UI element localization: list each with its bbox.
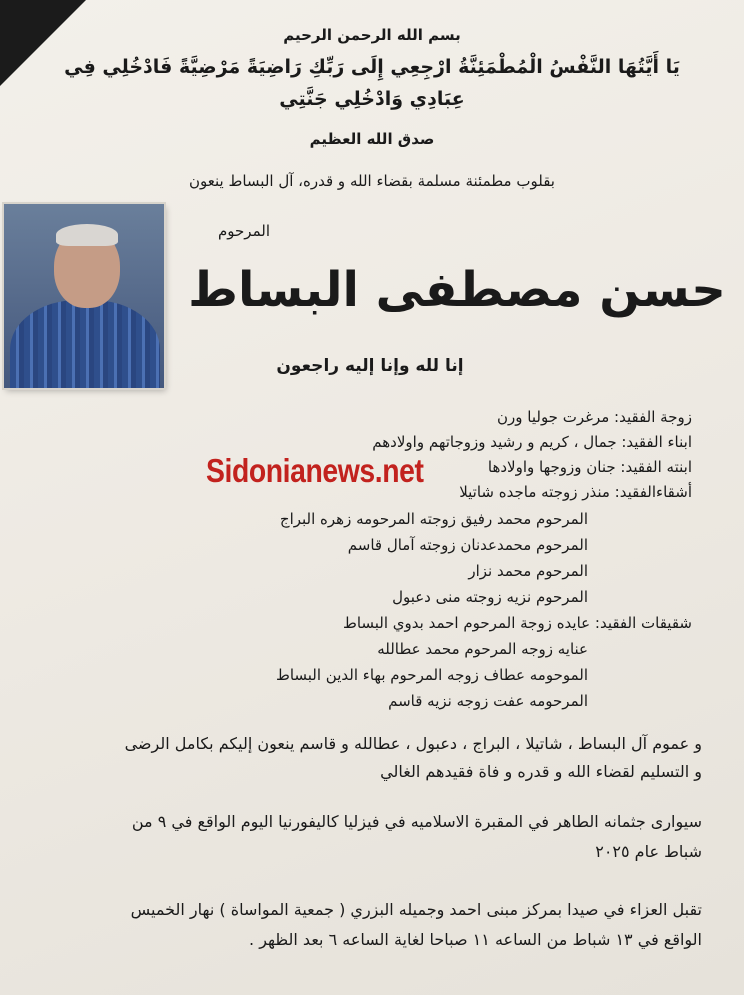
burial-line-2: شباط عام ٢٠٢٥ xyxy=(595,842,702,861)
basmala: بسم الله الرحمن الرحيم xyxy=(283,26,461,44)
watermark: Sidonianews.net xyxy=(206,452,424,489)
wife-line: زوجة الفقيد: مرغرت جوليا ورن xyxy=(497,408,692,426)
brother-line: المرحوم محمد رفيق زوجته المرحومه زهره البراج xyxy=(279,510,588,528)
brothers-label-line: أشقاءالفقيد: منذر زوجته ماجده شاتيلا xyxy=(459,483,692,501)
relatives-line-1: و عموم آل البساط ، شاتيلا ، البراج ، دعبول ، عطالله و قاسم ينعون إليكم بكامل الرضى xyxy=(124,734,702,753)
brother-line: المرحوم نزيه زوجته منى دعبول xyxy=(392,588,588,606)
brother-line: المرحوم محمد نزار xyxy=(468,562,588,580)
brother-line: المرحوم محمدعدنان زوجته آمال قاسم xyxy=(347,536,588,554)
burial-line-1: سيوارى جثمانه الطاهر في المقبرة الاسلاميه في فيزليا كاليفورنيا اليوم الواقع في ٩ من xyxy=(131,812,702,831)
sister-line: المرحومه عفت زوجه نزيه قاسم xyxy=(388,692,588,710)
sadaq-allah: صدق الله العظيم xyxy=(309,130,435,148)
daughter-line: ابنته الفقيد: جنان وزوجها واولادها xyxy=(487,458,692,476)
sisters-label-line: شقيقات الفقيد: عايده زوجة المرحوم احمد بدوي البساط xyxy=(342,614,692,632)
sister-line: الموحومه عطاف زوجه المرحوم بهاء الدين البساط xyxy=(275,666,588,684)
sister-line: عنايه زوجه المرحوم محمد عطالله xyxy=(377,640,588,658)
photo-shirt xyxy=(10,300,160,388)
condolences-line-2: الواقع في ١٣ شباط من الساعه ١١ صباحا لغاية الساعه ٦ بعد الظهر . xyxy=(249,930,702,949)
deceased-prefix: المرحوم xyxy=(218,222,270,240)
quran-verse-line-2: عِبَادِي وَادْخُلِي جَنَّتِي xyxy=(279,88,465,110)
sons-line: ابناء الفقيد: جمال ، كريم و رشيد وزوجاتهم واولادهم xyxy=(372,433,692,451)
deceased-name: حسن مصطفى البساط xyxy=(188,262,726,318)
quran-verse-line-1: يَا أَيَّتُهَا النَّفْسُ الْمُطْمَئِنَّةُ ارْجِعِي إِلَى رَبِّكِ رَاضِيَةً مَرْضِيَّةً فَادْخُلِي فِي xyxy=(64,56,680,78)
inna-lillah: إنا لله وإنا إليه راجعون xyxy=(276,356,464,376)
condolences-line-1: تقبل العزاء في صيدا بمركز مبنى احمد وجميله البزري ( جمعية المواساة ) نهار الخميس xyxy=(130,900,702,919)
intro-line: بقلوب مطمئنة مسلمة بقضاء الله و قدره، آل البساط ينعون xyxy=(189,172,555,190)
relatives-line-2: و التسليم لقضاء الله و قدره و فاة فقيدهم الغالي xyxy=(380,762,702,781)
